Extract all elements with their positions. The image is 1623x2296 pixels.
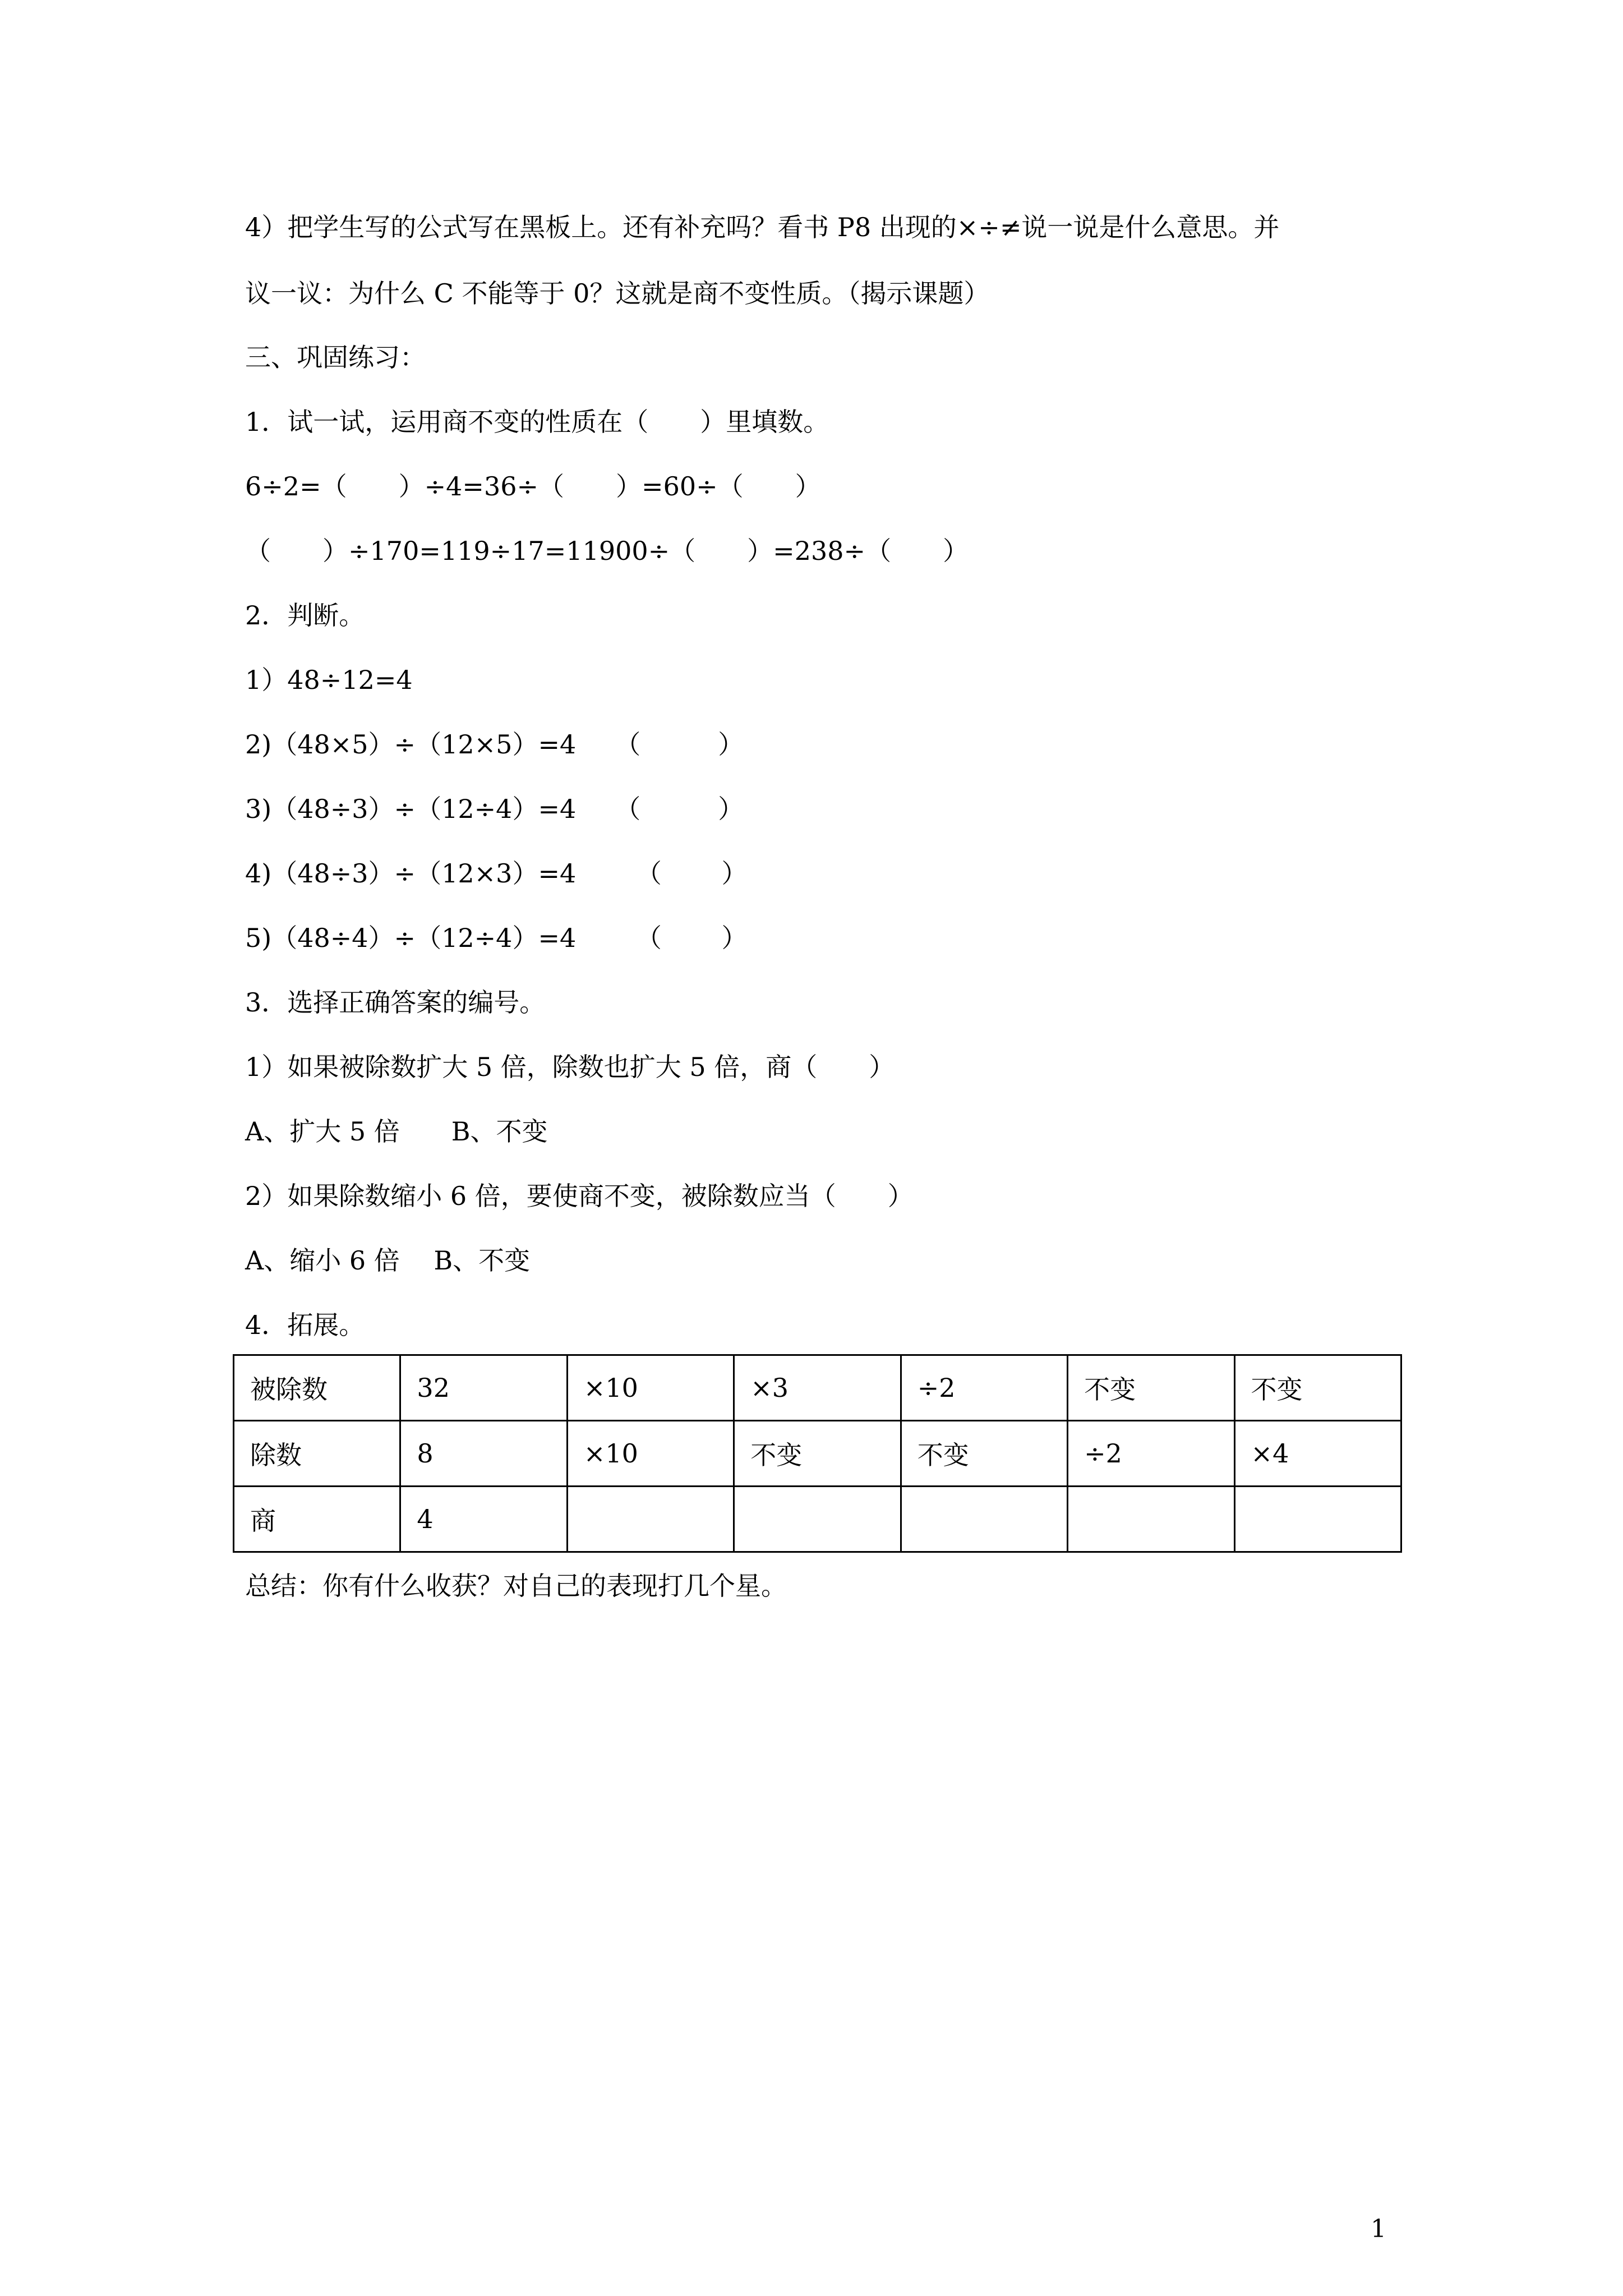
table-cell: 不变 [734,1421,901,1487]
table-cell: ÷2 [1068,1421,1234,1487]
exercise-3-title: 3．选择正确答案的编号。 [245,987,546,1018]
table-cell: ×10 [567,1355,734,1421]
exercise-4-title: 4．拓展。 [245,1310,365,1340]
exercise-2-item-5: 5)（48÷4）÷（12÷4）=4 （ ） [245,923,748,953]
table-cell [901,1487,1067,1552]
table-cell: ×10 [567,1421,734,1487]
table-cell: 除数 [234,1421,400,1487]
table-row-dividend [234,1355,1401,1421]
table-cell [734,1487,901,1552]
table-cell: 被除数 [234,1355,400,1421]
table-cell: ×4 [1234,1421,1401,1487]
table-row-quotient [234,1487,1401,1552]
table-cell: 不变 [1068,1355,1234,1421]
section-heading-practice: 三、巩固练习： [245,342,426,372]
exercise-3-options-1: A、扩大 5 倍 B、不变 [245,1116,548,1147]
summary-line: 总结：你有什么收获？对自己的表现打几个星。 [245,1571,787,1601]
table-cell: 32 [400,1355,567,1421]
page-number: 1 [1371,2215,1386,2243]
exercise-2-item-2: 2)（48×5）÷（12×5）=4 （ ） [245,729,744,760]
exercise-3-options-2: A、缩小 6 倍 B、不变 [245,1245,531,1276]
table-cell: 4 [400,1487,567,1552]
exercise-1-title: 1．试一试，运用商不变的性质在（ ）里填数。 [245,407,829,437]
exercise-2-title: 2．判断。 [245,600,365,631]
exercise-3-question-2: 2）如果除数缩小 6 倍，要使商不变，被除数应当（ ） [245,1181,914,1211]
exercise-2-item-3: 3)（48÷3）÷（12÷4）=4 （ ） [245,794,744,824]
line-2: 议一议：为什么 C 不能等于 0？这就是商不变性质。（揭示课题） [245,278,990,309]
table-cell [1234,1487,1401,1552]
table-cell: 8 [400,1421,567,1487]
table-cell: 商 [234,1487,400,1552]
table-row-divisor [234,1421,1401,1487]
line-1: 4）把学生写的公式写在黑板上。还有补充吗？看书 P8 出现的×÷≠说一说是什么意思。并 [245,212,1280,242]
table-cell [567,1487,734,1552]
extension-table [233,1354,1402,1553]
table-cell: ×3 [734,1355,901,1421]
exercise-1-line-1: 6÷2=（ ）÷4=36÷（ ）=60÷（ ） [245,471,821,501]
exercise-3-question-1: 1）如果被除数扩大 5 倍，除数也扩大 5 倍，商（ ） [245,1052,895,1082]
table-cell [1068,1487,1234,1552]
table-cell: 不变 [901,1421,1067,1487]
table-cell: 不变 [1234,1355,1401,1421]
exercise-1-line-2: （ ）÷170=119÷17=11900÷（ ）=238÷（ ） [245,536,969,566]
table-cell: ÷2 [901,1355,1067,1421]
exercise-2-item-1: 1）48÷12=4 [245,665,413,695]
exercise-2-item-4: 4)（48÷3）÷（12×3）=4 （ ） [245,858,748,889]
